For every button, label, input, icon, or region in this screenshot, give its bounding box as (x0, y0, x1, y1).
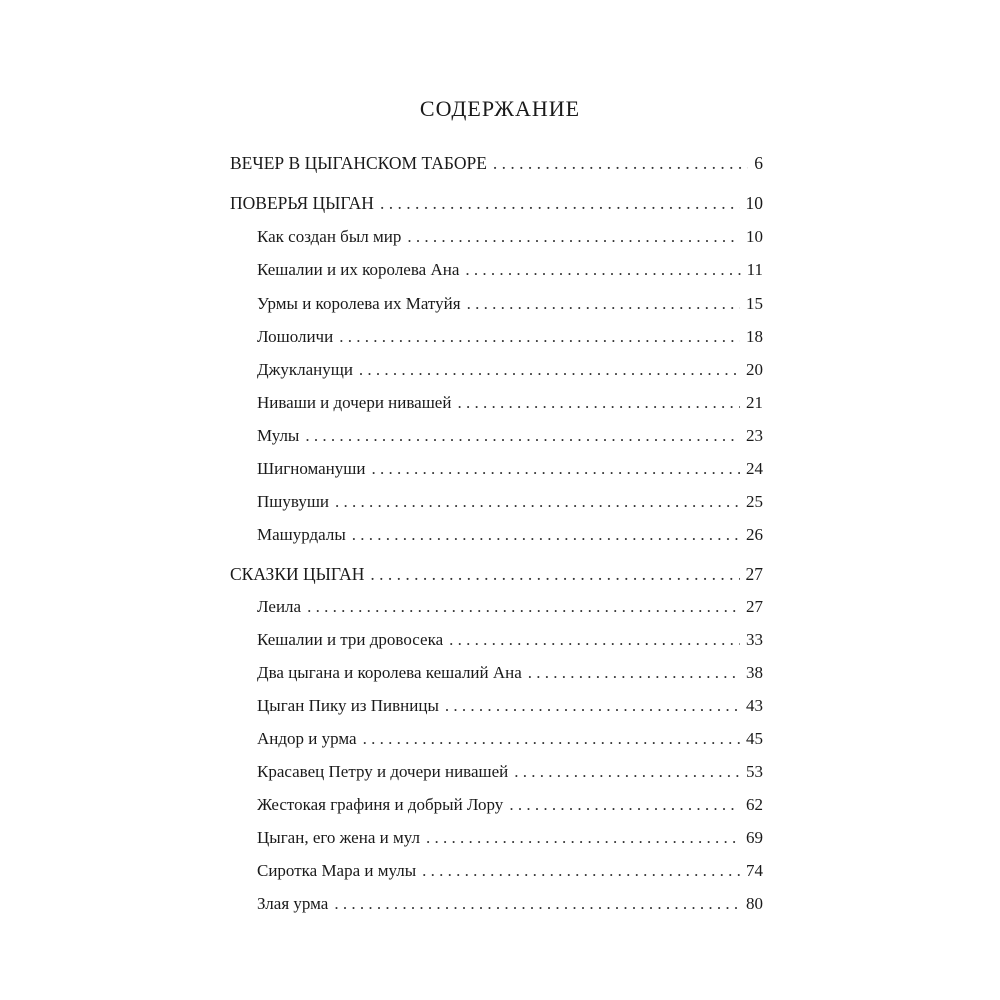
dot-leader (422, 859, 740, 883)
dot-leader (528, 661, 740, 685)
toc-entry-page: 74 (746, 861, 763, 880)
toc-entry-section[interactable] (230, 151, 763, 175)
toc-entry[interactable] (257, 826, 763, 850)
dot-leader (305, 424, 740, 448)
toc-entry[interactable] (257, 490, 763, 514)
toc-entry-label: Злая урма (257, 894, 329, 913)
toc-entry-page: 43 (746, 696, 763, 715)
toc-entry[interactable] (257, 225, 763, 249)
toc-entry[interactable] (257, 258, 763, 282)
toc-entry-page: 24 (746, 459, 763, 478)
toc-entry[interactable] (257, 457, 763, 481)
toc-entry[interactable] (257, 628, 763, 652)
dot-leader (457, 391, 740, 415)
toc-entry-label: Машурдалы (257, 525, 346, 544)
toc-entry-page: 69 (746, 828, 763, 847)
toc-entry-page: 25 (746, 492, 763, 511)
dot-leader (465, 258, 740, 282)
toc-entry-page: 18 (746, 327, 763, 346)
toc-entry-label: ПОВЕРЬЯ ЦЫГАН (230, 193, 374, 213)
toc-entry-label: Красавец Петру и дочери нивашей (257, 762, 509, 781)
toc-entry-page: 10 (746, 227, 763, 246)
toc-entry-section[interactable] (230, 562, 763, 586)
toc-entry[interactable] (257, 661, 763, 685)
toc-entry-page: 27 (745, 564, 763, 584)
dot-leader (467, 292, 740, 316)
toc-entry-label: Цыган, его жена и мул (257, 828, 420, 847)
toc-entry[interactable] (257, 760, 763, 784)
dot-leader (407, 225, 740, 249)
toc-entry-label: Как создан был мир (257, 227, 402, 246)
toc-entry-label: Джукланущи (257, 360, 353, 379)
dot-leader (514, 760, 740, 784)
toc-entry-page: 11 (746, 260, 763, 279)
toc-entry-label: Ниваши и дочери нивашей (257, 393, 452, 412)
page-title: СОДЕРЖАНИЕ (419, 96, 581, 121)
dot-leader (380, 191, 740, 215)
toc-entry-page: 33 (746, 630, 763, 649)
dot-leader (359, 358, 740, 382)
toc-entry-label: Сиротка Мара и мулы (257, 861, 417, 880)
toc-entry-label: Леила (257, 597, 302, 616)
toc-entry[interactable] (257, 694, 763, 718)
toc-entry[interactable] (257, 523, 763, 547)
dot-leader (307, 595, 740, 619)
toc-entry-label: Андор и урма (257, 729, 357, 748)
toc-entry[interactable] (257, 391, 763, 415)
toc-entry[interactable] (257, 325, 763, 349)
toc-entry-label: Кешалии и три дровосека (257, 630, 444, 649)
toc-entry[interactable] (257, 358, 763, 382)
toc-entry-page: 53 (746, 762, 763, 781)
toc-entry-label: Урмы и королева их Матуйя (257, 294, 461, 313)
toc-entry[interactable] (257, 727, 763, 751)
toc-entry-page: 38 (746, 663, 763, 682)
toc-entry-page: 27 (746, 597, 763, 616)
toc-entry[interactable] (257, 793, 763, 817)
dot-leader (370, 562, 739, 586)
dot-leader (363, 727, 740, 751)
toc-entry-page: 10 (745, 193, 763, 213)
toc-entry-label: Цыган Пику из Пивницы (257, 696, 439, 715)
toc-entry-label: Жестокая графиня и добрый Лору (257, 795, 504, 814)
toc-entry-section[interactable] (230, 191, 763, 215)
toc-entry[interactable] (257, 859, 763, 883)
toc-entry-label: Шигномануши (257, 459, 366, 478)
toc-entry-label: Мулы (257, 426, 300, 445)
dot-leader (371, 457, 740, 481)
toc-entry-label: Два цыгана и королева кешалий Ана (257, 663, 522, 682)
dot-leader (339, 325, 740, 349)
toc-entry[interactable] (257, 424, 763, 448)
toc-entry-page: 62 (746, 795, 763, 814)
dot-leader (509, 793, 740, 817)
toc-entry-label: Пшувуши (257, 492, 330, 511)
toc-entry-page: 45 (746, 729, 763, 748)
toc-entry-page: 6 (754, 153, 763, 173)
toc-entry-page: 21 (746, 393, 763, 412)
toc-entry-label: СКАЗКИ ЦЫГАН (230, 564, 365, 584)
toc-entry-page: 23 (746, 426, 763, 445)
dot-leader (426, 826, 740, 850)
dot-leader (335, 490, 740, 514)
toc-entry-label: Лошоличи (257, 327, 334, 346)
dot-leader (352, 523, 740, 547)
toc-entry-page: 26 (746, 525, 763, 544)
toc-entry-page: 15 (746, 294, 763, 313)
dot-leader (334, 892, 740, 916)
dot-leader (445, 694, 740, 718)
toc-entry[interactable] (257, 892, 763, 916)
toc-entry-page: 80 (746, 894, 763, 913)
toc-entry[interactable] (257, 292, 763, 316)
toc-entry-page: 20 (746, 360, 763, 379)
dot-leader (449, 628, 740, 652)
toc-entry-label: Кешалии и их королева Ана (257, 260, 460, 279)
toc-entry[interactable] (257, 595, 763, 619)
dot-leader (493, 151, 748, 175)
toc-entry-label: ВЕЧЕР В ЦЫГАНСКОМ ТАБОРЕ (230, 153, 487, 173)
